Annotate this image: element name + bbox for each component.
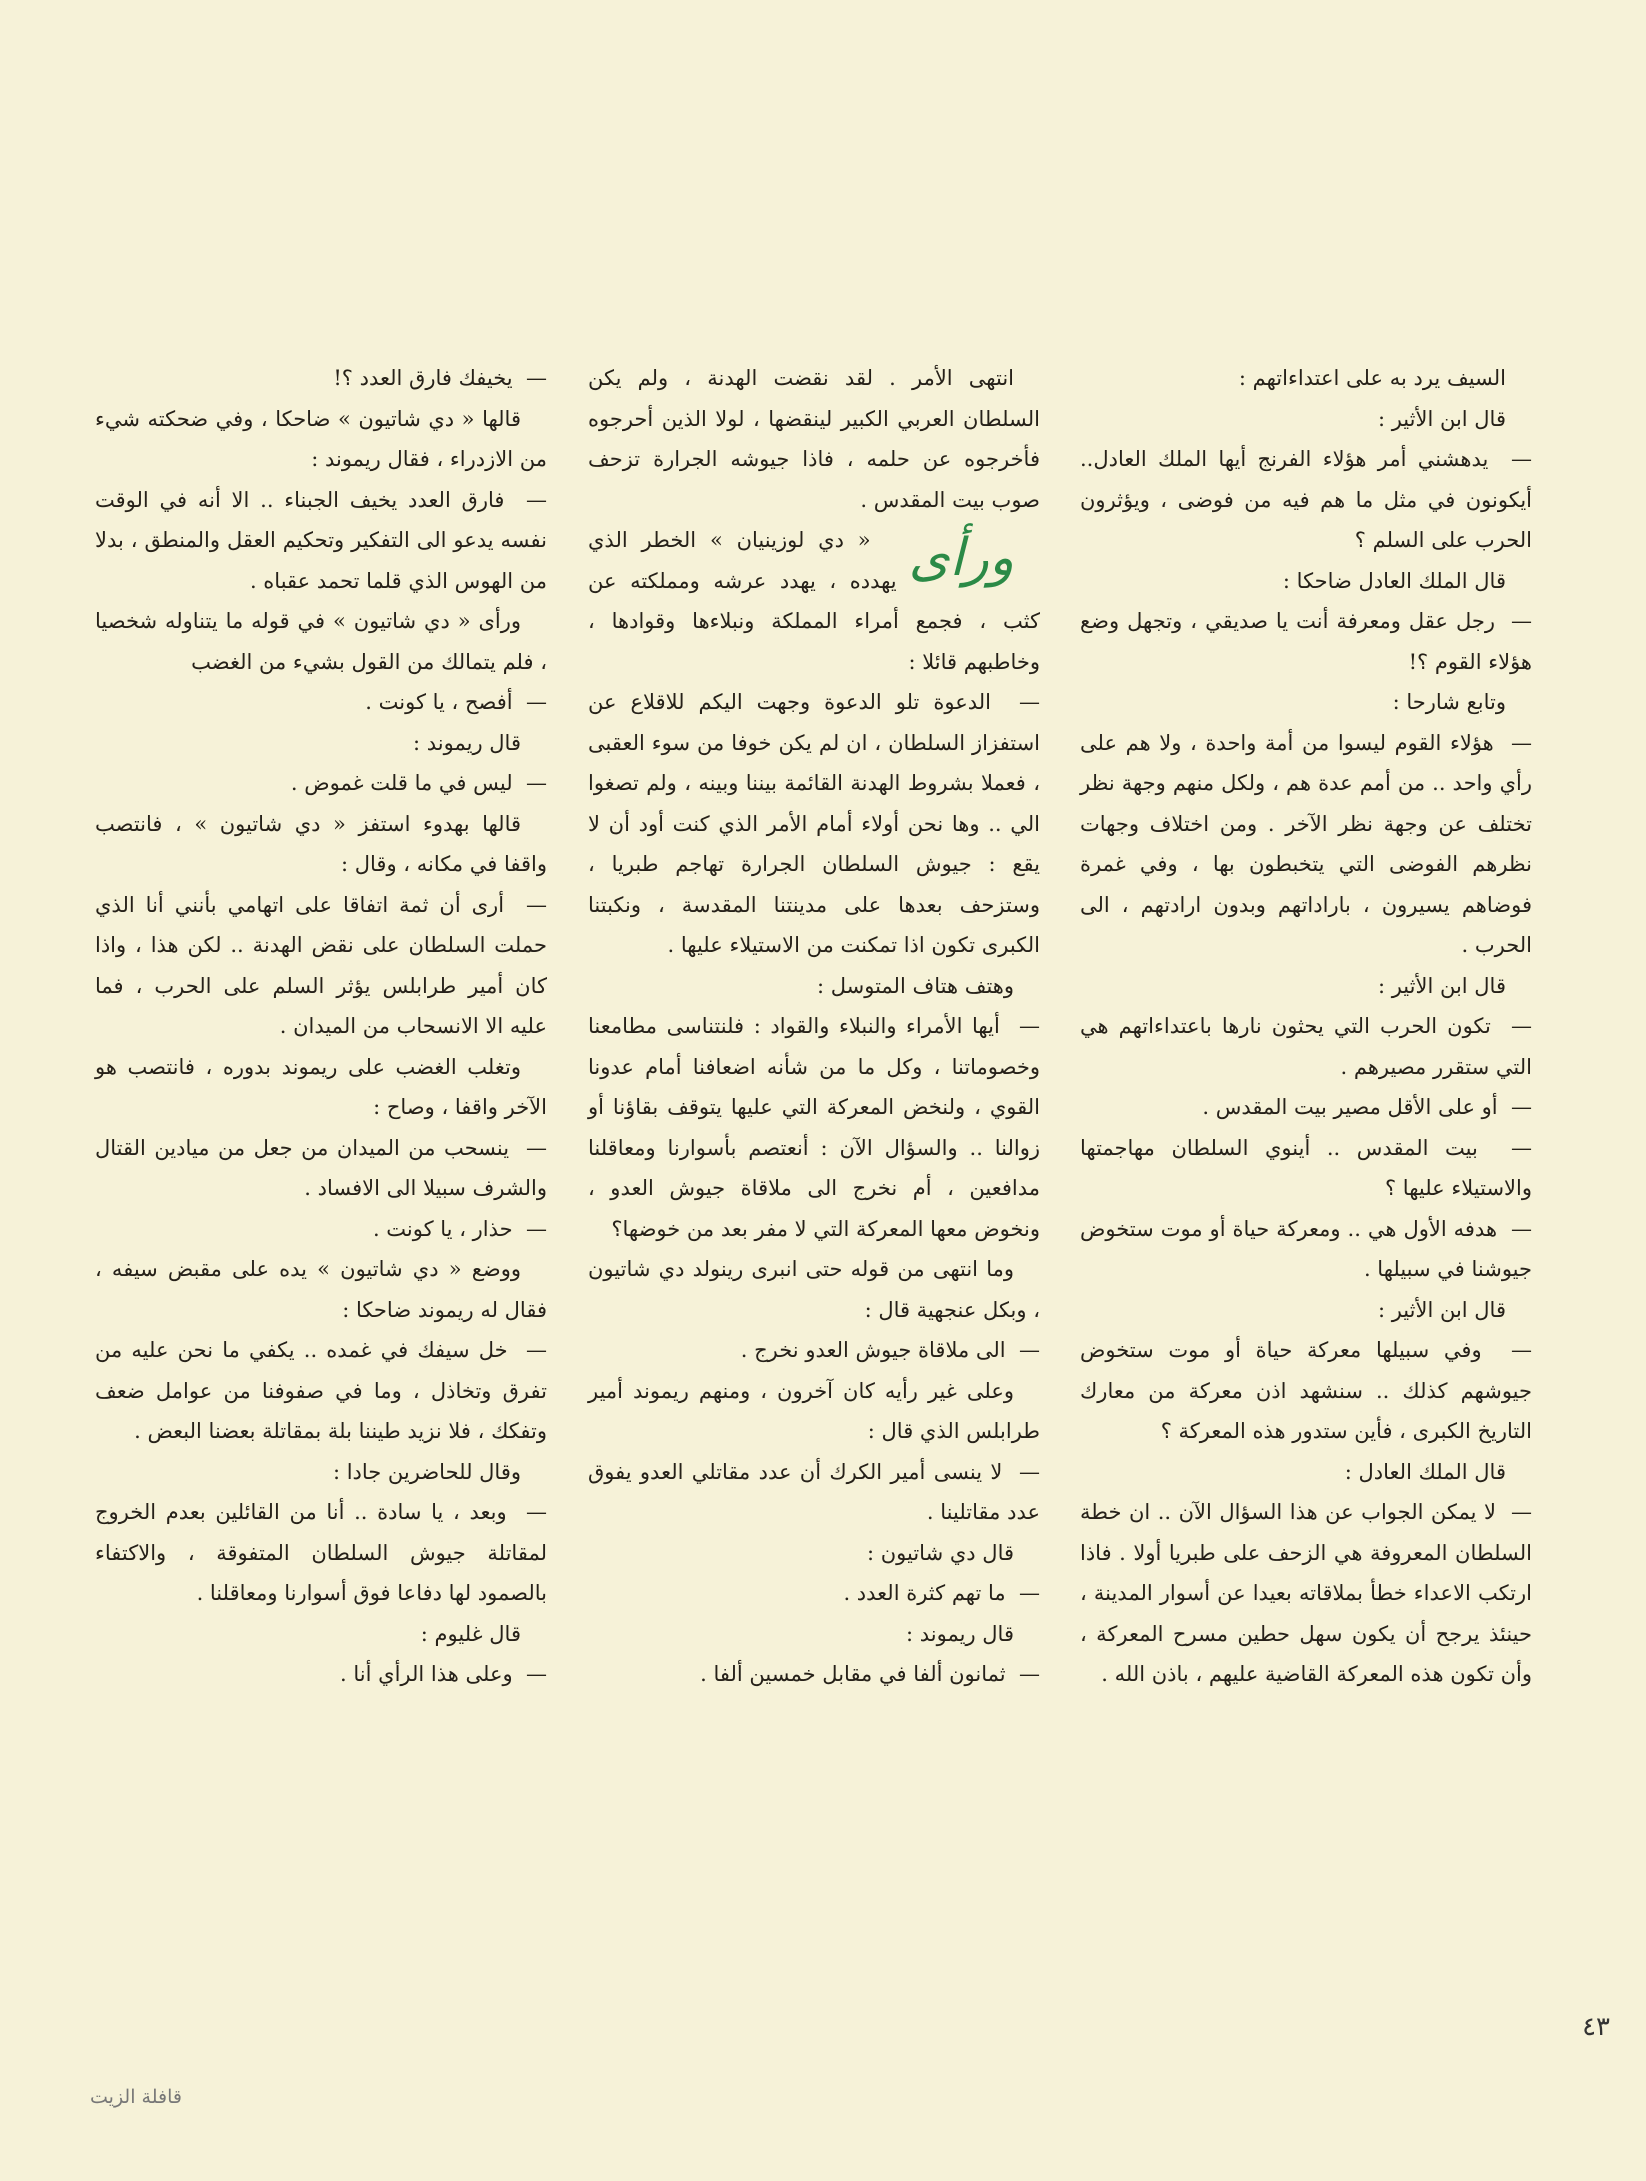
paragraph: قال ابن الأثير : bbox=[1377, 1297, 1506, 1322]
dialogue-line: — هدفه الأول هي .. ومعركة حياة أو موت ستخوض جيوشنا في سبيلها . bbox=[1080, 1209, 1532, 1290]
dialogue-line: — وعلى هذا الرأي أنا . bbox=[95, 1654, 547, 1695]
dialogue-line: — يدهشني أمر هؤلاء الفرنج أيها الملك العادل.. أيكونون في مثل ما هم فيه من فوضى ، ويؤثرون الحرب على السلم ؟ bbox=[1080, 439, 1532, 561]
column-right bbox=[1080, 358, 1532, 1695]
dialogue-line: — يخيفك فارق العدد ؟! bbox=[95, 358, 547, 399]
paragraph: قال الملك العادل ضاحكا : bbox=[1282, 568, 1506, 593]
paragraph: قالها بهدوء استفز « دي شاتيون » ، فانتصب واقفا في مكانه ، وقال : bbox=[95, 811, 547, 876]
dialogue-line: — الى ملاقاة جيوش العدو نخرج . bbox=[588, 1330, 1040, 1371]
dialogue-line: — وبعد ، يا سادة .. أنا من القائلين بعدم الخروج لمقاتلة جيوش السلطان المتفوقة ، والاكتفاء بالصمود لها دفاعا فوق أسوارنا ومعاقلنا . bbox=[95, 1492, 547, 1614]
paragraph: ورأى « دي شاتيون » في قوله ما يتناوله شخصيا ، فلم يتمالك من القول بشيء من الغضب bbox=[95, 609, 547, 674]
dialogue-line: — أفصح ، يا كونت . bbox=[95, 682, 547, 723]
paragraph: وتابع شارحا : bbox=[1392, 690, 1506, 714]
dialogue-line: — خل سيفك في غمده .. يكفي ما نحن عليه من تفرق وتخاذل ، وما في صفوفنا من عوامل ضعف وتفكك ، فلا نزيد طيننا بلة بمقاتلة بعضنا البعض . bbox=[95, 1330, 547, 1452]
paragraph: قال ريموند : bbox=[413, 730, 521, 755]
paragraph: قال غليوم : bbox=[420, 1621, 521, 1646]
paragraph: وعلى غير رأيه كان آخرون ، ومنهم ريموند أمير طرابلس الذي قال : bbox=[588, 1378, 1040, 1443]
paragraph: قال الملك العادل : bbox=[1344, 1459, 1506, 1484]
dialogue-line: — ما تهم كثرة العدد . bbox=[588, 1573, 1040, 1614]
dialogue-line: — ليس في ما قلت غموض . bbox=[95, 763, 547, 804]
dialogue-line: — تكون الحرب التي يحثون نارها باعتداءاتهم هي التي ستقرر مصيرهم . bbox=[1080, 1006, 1532, 1087]
dialogue-line: — هؤلاء القوم ليسوا من أمة واحدة ، ولا هم على رأي واحد .. من أمم عدة هم ، ولكل منهم وجهة نظر تختلف عن وجهة نظر الآخر . ومن اختلاف وجهات نظرهم الفوضى التي يتخبطون بها ، وفي غمرة فوضاهم يسيرون ، باراداتهم وبدون ارادتهم ، الى الحرب . bbox=[1080, 723, 1532, 966]
paragraph: وتغلب الغضب على ريموند بدوره ، فانتصب هو الآخر واقفا ، وصاح : bbox=[95, 1054, 547, 1119]
decorative-initial-word: ورأى bbox=[908, 528, 1014, 588]
dialogue-line: — حذار ، يا كونت . bbox=[95, 1209, 547, 1250]
column-middle bbox=[588, 358, 1040, 1695]
paragraph: قال ابن الأثير : bbox=[1377, 973, 1506, 998]
paragraph-text: « دي لوزينيان » الخطر الذي يهدده ، يهدد عرشه ومملكته عن كثب ، فجمع أمراء المملكة ونبلاءها وقوادها ، وخاطبهم قائلا : bbox=[588, 528, 1040, 674]
dialogue-line: — ينسحب من الميدان من جعل من ميادين القتال والشرف سبيلا الى الافساد . bbox=[95, 1128, 547, 1209]
paragraph: وهتف هتاف المتوسل : bbox=[816, 973, 1014, 998]
dialogue-line: — فارق العدد يخيف الجبناء .. الا أنه في الوقت نفسه يدعو الى التفكير وتحكيم العقل والمنطق ، بدلا من الهوس الذي قلما تحمد عقباه . bbox=[95, 480, 547, 602]
dialogue-line: — بيت المقدس .. أينوي السلطان مهاجمتها والاستيلاء عليها ؟ bbox=[1080, 1128, 1532, 1209]
dialogue-line: — ثمانون ألفا في مقابل خمسين ألفا . bbox=[588, 1654, 1040, 1695]
paragraph-with-initial bbox=[588, 520, 1040, 682]
paragraph: وقال للحاضرين جادا : bbox=[332, 1459, 521, 1484]
dialogue-line: — أيها الأمراء والنبلاء والقواد : فلنتناسى مطامعنا وخصوماتنا ، وكل ما من شأنه اضعافنا أمام عدونا القوي ، ولنخض المعركة التي عليها يتوقف بقاؤنا أو زوالنا .. والسؤال الآن : أنعتصم بأسوارنا ومعاقلنا مدافعين ، أم نخرج الى ملاقاة جيوش العدو ، ونخوض معها المعركة التي لا مفر بعد من خوضها؟ bbox=[588, 1006, 1040, 1249]
paragraph: قال ابن الأثير : bbox=[1377, 406, 1506, 431]
paragraph: قالها « دي شاتيون » ضاحكا ، وفي ضحكته شيء من الازدراء ، فقال ريموند : bbox=[95, 406, 547, 471]
column-left bbox=[95, 358, 547, 1695]
dialogue-line: — لا يمكن الجواب عن هذا السؤال الآن .. ان خطة السلطان المعروفة هي الزحف على طبريا أولا . فاذا ارتكب الاعداء خطأ بملاقاته بعيدا عن أسوار المدينة ، حينئذ يرجح أن يكون سهل حطين مسرح المعركة ، وأن تكون هذه المعركة القاضية عليهم ، باذن الله . bbox=[1080, 1492, 1532, 1695]
paragraph: قال دي شاتيون : bbox=[866, 1540, 1014, 1565]
paragraph: السيف يرد به على اعتداءاتهم : bbox=[1238, 366, 1506, 390]
dialogue-line: — رجل عقل ومعرفة أنت يا صديقي ، وتجهل وضع هؤلاء القوم ؟! bbox=[1080, 601, 1532, 682]
dialogue-line: — أرى أن ثمة اتفاقا على اتهامي بأنني أنا الذي حملت السلطان على نقض الهدنة .. لكن هذا ، واذا كان أمير طرابلس يؤثر السلم على الحرب ، فما عليه الا الانسحاب من الميدان . bbox=[95, 885, 547, 1047]
paragraph: ووضع « دي شاتيون » يده على مقبض سيفه ، فقال له ريموند ضاحكا : bbox=[95, 1257, 547, 1322]
paragraph: وما انتهى من قوله حتى انبرى رينولد دي شاتيون ، وبكل عنجهية قال : bbox=[588, 1257, 1040, 1322]
paragraph: قال ريموند : bbox=[906, 1621, 1014, 1646]
page-number: ٤٣ bbox=[1582, 2012, 1610, 2042]
dialogue-line: — وفي سبيلها معركة حياة أو موت ستخوض جيوشهم كذلك .. سنشهد اذن معركة من معارك التاريخ الكبرى ، فأين ستدور هذه المعركة ؟ bbox=[1080, 1330, 1532, 1452]
dialogue-line: — لا ينسى أمير الكرك أن عدد مقاتلي العدو يفوق عدد مقاتلينا . bbox=[588, 1452, 1040, 1533]
dialogue-line: — الدعوة تلو الدعوة وجهت اليكم للاقلاع عن استفزاز السلطان ، ان لم يكن خوفا من سوء العقبى ، فعملا بشروط الهدنة القائمة بيننا وبينه ، ولم تصغوا الي .. وها نحن أولاء أمام الأمر الذي كنت أود أن لا يقع : جيوش السلطان الجرارة تهاجم طبريا ، وستزحف بعدها على مدينتنا المقدسة ، ونكبتنا الكبرى تكون اذا تمكنت من الاستيلاء عليها . bbox=[588, 682, 1040, 966]
dialogue-line: — أو على الأقل مصير بيت المقدس . bbox=[1080, 1087, 1532, 1128]
footer-credit: قافلة الزيت bbox=[90, 2086, 182, 2108]
paragraph: انتهى الأمر . لقد نقضت الهدنة ، ولم يكن السلطان العربي الكبير لينقضها ، لولا الذين أحرجوه فأخرجوه عن حلمه ، فاذا جيوشه الجرارة تزحف صوب بيت المقدس . bbox=[588, 366, 1040, 512]
